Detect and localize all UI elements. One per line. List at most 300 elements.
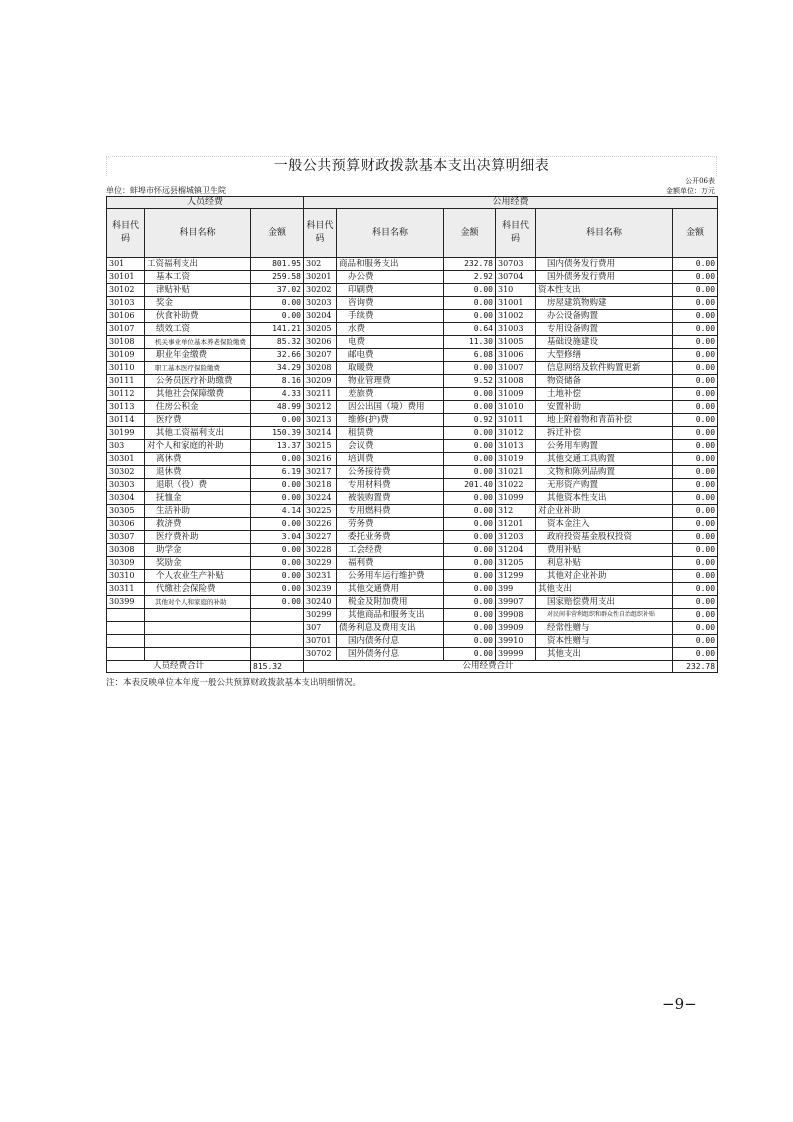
table-row [107,635,718,648]
cell-name: 印刷费 [337,284,444,297]
cell-name: 文物和陈列品购置 [536,466,673,479]
cell-name: 租赁费 [337,427,444,440]
cell-code: 30109 [107,349,145,362]
cell-code: 30101 [107,271,145,284]
cell-amount: 0.00 [673,531,718,544]
table-row [107,284,718,297]
table-row [107,310,718,323]
cell-amount: 0.00 [444,297,496,310]
cell-name: 医疗费 [145,414,251,427]
cell-name: 其他交通工具购置 [536,453,673,466]
cell-code: 30112 [107,388,145,401]
cell-code: 30214 [304,427,337,440]
cell-name: 物资储备 [536,375,673,388]
cell-code: 30703 [496,258,536,271]
cell-code: 39910 [496,635,536,648]
table-row [107,271,718,284]
cell-code: 30103 [107,297,145,310]
cell-name: 专用设备购置 [536,323,673,336]
cell-code: 30201 [304,271,337,284]
header-amount: 金额 [444,209,496,258]
expenditure-table [106,196,718,673]
cell-name: 公务接待费 [337,466,444,479]
cell-amount: 0.00 [444,648,496,661]
cell-code: 30307 [107,531,145,544]
cell-code: 310 [496,284,536,297]
cell-amount: 0.00 [444,362,496,375]
cell-amount: 0.00 [673,570,718,583]
cell-code: 30240 [304,596,337,609]
cell-name: 办公费 [337,271,444,284]
cell-amount: 0.00 [673,596,718,609]
cell-amount: 0.00 [251,479,304,492]
cell-name: 医疗费补助 [145,531,251,544]
cell-amount: 0.00 [673,440,718,453]
header-code: 科目代码 [304,209,337,258]
cell-amount: 0.00 [444,388,496,401]
cell-code: 30310 [107,570,145,583]
cell-code: 31013 [496,440,536,453]
cell-name: 国内债务发行费用 [536,258,673,271]
cell-amount: 801.95 [251,258,304,271]
cell-amount [251,622,304,635]
cell-amount: 0.00 [444,284,496,297]
cell-name: 职工基本医疗保险缴费 [145,362,251,375]
cell-code: 30106 [107,310,145,323]
cell-code: 30704 [496,271,536,284]
cell-name: 奖励金 [145,557,251,570]
cell-amount: 0.00 [444,622,496,635]
cell-name: 绩效工资 [145,323,251,336]
table-row [107,362,718,375]
statement-sheet [106,156,717,688]
cell-amount: 0.00 [673,323,718,336]
cell-code: 30216 [304,453,337,466]
column-header-row [107,209,718,258]
cell-amount: 0.00 [673,284,718,297]
cell-code: 302 [304,258,337,271]
cell-amount: 0.00 [673,414,718,427]
cell-amount: 0.00 [673,336,718,349]
cell-code [107,622,145,635]
cell-code: 303 [107,440,145,453]
cell-code: 31099 [496,492,536,505]
cell-code: 30701 [304,635,337,648]
group-personnel: 人员经费 [107,197,304,209]
cell-name: 拆迁补偿 [536,427,673,440]
table-row [107,648,718,661]
table-row [107,349,718,362]
cell-name: 土地补偿 [536,388,673,401]
cell-code: 31003 [496,323,536,336]
cell-name: 办公设备购置 [536,310,673,323]
cell-code: 30209 [304,375,337,388]
cell-amount [251,635,304,648]
cell-name: 公务用车运行维护费 [337,570,444,583]
unit-row [106,186,717,196]
table-row [107,531,718,544]
page-number: −9− [662,995,697,1013]
totals-row [107,661,718,673]
cell-name: 税金及附加费用 [337,596,444,609]
cell-amount: 0.92 [444,414,496,427]
cell-code: 312 [496,505,536,518]
cell-amount: 0.00 [444,635,496,648]
cell-amount: 85.32 [251,336,304,349]
cell-name: 邮电费 [337,349,444,362]
cell-name: 国外债务付息 [337,648,444,661]
cell-amount: 0.00 [444,466,496,479]
cell-code: 30205 [304,323,337,336]
cell-amount: 0.00 [444,531,496,544]
table-row [107,414,718,427]
header-name: 科目名称 [337,209,444,258]
cell-code: 31201 [496,518,536,531]
cell-amount: 0.00 [251,453,304,466]
cell-code: 30299 [304,609,337,622]
cell-amount: 0.00 [444,583,496,596]
cell-amount: 0.00 [444,518,496,531]
cell-code [107,635,145,648]
cell-amount: 0.00 [444,401,496,414]
cell-amount: 0.00 [673,375,718,388]
cell-code: 31203 [496,531,536,544]
cell-name: 会议费 [337,440,444,453]
cell-name: 代缴社会保险费 [145,583,251,596]
cell-name: 国家赔偿费用支出 [536,596,673,609]
table-row [107,466,718,479]
cell-name: 资本金注入 [536,518,673,531]
cell-code: 39999 [496,648,536,661]
cell-name: 取暖费 [337,362,444,375]
cell-code [107,648,145,661]
cell-name: 债务利息及费用支出 [337,622,444,635]
cell-code: 30110 [107,362,145,375]
cell-code: 30211 [304,388,337,401]
cell-amount: 0.00 [444,557,496,570]
cell-amount: 0.00 [673,544,718,557]
cell-name: 公务用车购置 [536,440,673,453]
cell-amount: 0.00 [673,297,718,310]
cell-name: 助学金 [145,544,251,557]
cell-name: 政府投资基金股权投资 [536,531,673,544]
cell-name: 退休费 [145,466,251,479]
cell-code: 30228 [304,544,337,557]
cell-amount: 0.00 [673,505,718,518]
cell-name: 培训费 [337,453,444,466]
cell-code: 39908 [496,609,536,622]
cell-name: 个人农业生产补贴 [145,570,251,583]
cell-amount: 0.00 [444,505,496,518]
cell-name: 基本工资 [145,271,251,284]
cell-amount: 0.00 [673,583,718,596]
cell-amount: 48.99 [251,401,304,414]
table-row [107,622,718,635]
cell-name: 救济费 [145,518,251,531]
cell-name: 费用补贴 [536,544,673,557]
cell-amount: 0.00 [673,648,718,661]
cell-name: 其他社会保障缴费 [145,388,251,401]
group-public: 公用经费 [304,197,718,209]
cell-code: 30114 [107,414,145,427]
form-number: 公开06表 [685,177,715,185]
cell-code: 31019 [496,453,536,466]
cell-code: 30199 [107,427,145,440]
cell-amount: 0.00 [673,349,718,362]
cell-code: 30212 [304,401,337,414]
table-row [107,453,718,466]
cell-amount: 0.00 [251,518,304,531]
cell-code: 30102 [107,284,145,297]
cell-amount: 0.00 [673,557,718,570]
cell-amount: 0.00 [444,453,496,466]
table-row [107,583,718,596]
cell-code: 30239 [304,583,337,596]
table-row [107,388,718,401]
cell-amount: 0.00 [251,414,304,427]
cell-amount: 37.02 [251,284,304,297]
cell-amount: 0.00 [444,440,496,453]
cell-amount: 0.00 [673,622,718,635]
cell-code: 31008 [496,375,536,388]
cell-code: 31012 [496,427,536,440]
cell-name: 其他对个人和家庭的补助 [145,596,251,609]
cell-name: 物业管理费 [337,375,444,388]
cell-amount: 0.00 [673,362,718,375]
cell-code: 31007 [496,362,536,375]
cell-name: 水费 [337,323,444,336]
cell-amount: 0.00 [251,544,304,557]
cell-name: 离休费 [145,453,251,466]
table-row [107,427,718,440]
personnel-total-label: 人员经费合计 [107,661,251,673]
cell-code: 30208 [304,362,337,375]
cell-amount: 0.00 [673,310,718,323]
cell-amount: 0.00 [673,518,718,531]
cell-name: 住房公积金 [145,401,251,414]
cell-name: 其他商品和服务支出 [337,609,444,622]
cell-code: 30217 [304,466,337,479]
cell-amount: 0.00 [673,453,718,466]
cell-code: 30224 [304,492,337,505]
table-row [107,440,718,453]
cell-code: 30207 [304,349,337,362]
cell-name: 对企业补助 [536,505,673,518]
cell-name: 商品和服务支出 [337,258,444,271]
cell-amount: 0.00 [673,258,718,271]
cell-name: 国外债务发行费用 [536,271,673,284]
cell-code: 31205 [496,557,536,570]
cell-code: 31001 [496,297,536,310]
cell-amount: 0.00 [251,492,304,505]
header-name: 科目名称 [536,209,673,258]
cell-code [107,609,145,622]
cell-amount: 0.00 [673,492,718,505]
cell-code: 30107 [107,323,145,336]
cell-code: 307 [304,622,337,635]
cell-code: 30225 [304,505,337,518]
cell-name: 基础设施建设 [536,336,673,349]
cell-code: 399 [496,583,536,596]
cell-amount: 0.00 [444,596,496,609]
cell-amount: 0.00 [673,427,718,440]
cell-amount: 232.78 [444,258,496,271]
cell-amount: 0.00 [673,479,718,492]
personnel-total-value: 815.32 [251,661,304,673]
cell-code: 30202 [304,284,337,297]
cell-amount: 0.00 [251,557,304,570]
cell-amount: 0.00 [673,401,718,414]
cell-amount: 0.00 [444,427,496,440]
header-amount: 金额 [673,209,718,258]
cell-code: 30229 [304,557,337,570]
cell-amount: 0.00 [444,570,496,583]
table-row [107,557,718,570]
cell-name: 资本性赠与 [536,635,673,648]
cell-code: 30311 [107,583,145,596]
cell-code: 30399 [107,596,145,609]
cell-code: 30306 [107,518,145,531]
cell-amount: 4.14 [251,505,304,518]
header-name: 科目名称 [145,209,251,258]
cell-amount: 0.00 [673,635,718,648]
cell-amount [251,648,304,661]
table-body [107,197,718,673]
cell-code: 31011 [496,414,536,427]
table-row [107,492,718,505]
cell-name: 公务员医疗补助缴费 [145,375,251,388]
cell-name: 工会经费 [337,544,444,557]
cell-amount: 141.21 [251,323,304,336]
cell-code: 301 [107,258,145,271]
header-code: 科目代码 [496,209,536,258]
cell-name: 手续费 [337,310,444,323]
cell-code: 30203 [304,297,337,310]
cell-name: 其他工资福利支出 [145,427,251,440]
cell-code: 31005 [496,336,536,349]
cell-amount: 9.52 [444,375,496,388]
cell-code: 30206 [304,336,337,349]
cell-name: 信息网络及软件购置更新 [536,362,673,375]
table-row [107,596,718,609]
cell-code: 30108 [107,336,145,349]
cell-name: 无形资产购置 [536,479,673,492]
cell-name: 利息补贴 [536,557,673,570]
cell-code: 39907 [496,596,536,609]
cell-amount: 6.08 [444,349,496,362]
cell-amount: 0.00 [251,310,304,323]
cell-name: 经常性赠与 [536,622,673,635]
unit-name: 单位：蚌埠市怀远县榴城镇卫生院 [106,186,226,195]
table-row [107,258,718,271]
cell-code: 39909 [496,622,536,635]
cell-amount: 259.58 [251,271,304,284]
table-row [107,336,718,349]
table-title: 一般公共预算财政拨款基本支出决算明细表 [106,156,717,176]
cell-amount: 32.66 [251,349,304,362]
cell-amount: 4.33 [251,388,304,401]
cell-name: 地上附着物和青苗补偿 [536,414,673,427]
cell-amount: 6.19 [251,466,304,479]
cell-amount: 0.00 [673,388,718,401]
cell-name: 其他资本性支出 [536,492,673,505]
cell-code: 30305 [107,505,145,518]
cell-code: 31009 [496,388,536,401]
table-row [107,375,718,388]
cell-amount: 0.00 [444,492,496,505]
cell-amount: 201.40 [444,479,496,492]
cell-code: 30113 [107,401,145,414]
table-row [107,518,718,531]
cell-amount [251,609,304,622]
table-row [107,479,718,492]
cell-name: 抚恤金 [145,492,251,505]
cell-code: 31204 [496,544,536,557]
cell-amount: 0.64 [444,323,496,336]
cell-name: 差旅费 [337,388,444,401]
cell-name: 房屋建筑物购建 [536,297,673,310]
cell-name: 对民间非营利组织和群众性自治组织补贴 [536,609,673,622]
cell-name: 电费 [337,336,444,349]
cell-code: 30204 [304,310,337,323]
cell-code: 31022 [496,479,536,492]
cell-code: 30218 [304,479,337,492]
table-note: 注：本表反映单位本年度一般公共预算财政拨款基本支出明细情况。 [106,678,362,688]
cell-code: 31021 [496,466,536,479]
cell-name: 劳务费 [337,518,444,531]
cell-name: 其他支出 [536,648,673,661]
cell-code: 30215 [304,440,337,453]
cell-amount: 0.00 [251,570,304,583]
table-row [107,323,718,336]
cell-code: 30226 [304,518,337,531]
cell-name [145,609,251,622]
cell-amount: 0.00 [673,609,718,622]
cell-name: 津贴补贴 [145,284,251,297]
cell-code: 30304 [107,492,145,505]
table-row [107,505,718,518]
cell-name: 退职（役）费 [145,479,251,492]
cell-name: 大型修缮 [536,349,673,362]
cell-code: 30702 [304,648,337,661]
cell-code: 31006 [496,349,536,362]
cell-name [145,622,251,635]
cell-amount: 11.30 [444,336,496,349]
public-total-value: 232.78 [673,661,718,673]
cell-name: 其他支出 [536,583,673,596]
cell-name: 奖金 [145,297,251,310]
cell-name: 职业年金缴费 [145,349,251,362]
cell-amount: 0.00 [251,583,304,596]
header-code: 科目代码 [107,209,145,258]
cell-code: 30301 [107,453,145,466]
cell-code: 31010 [496,401,536,414]
cell-code: 30231 [304,570,337,583]
cell-amount: 150.39 [251,427,304,440]
cell-name: 专用材料费 [337,479,444,492]
table-row [107,609,718,622]
cell-code: 30213 [304,414,337,427]
cell-name: 因公出国（境）费用 [337,401,444,414]
cell-amount: 0.00 [251,596,304,609]
cell-name: 生活补助 [145,505,251,518]
cell-name: 专用燃料费 [337,505,444,518]
cell-code: 31002 [496,310,536,323]
cell-amount: 34.29 [251,362,304,375]
cell-name: 资本性支出 [536,284,673,297]
amount-unit: 金额单位：万元 [666,187,715,195]
table-row [107,570,718,583]
